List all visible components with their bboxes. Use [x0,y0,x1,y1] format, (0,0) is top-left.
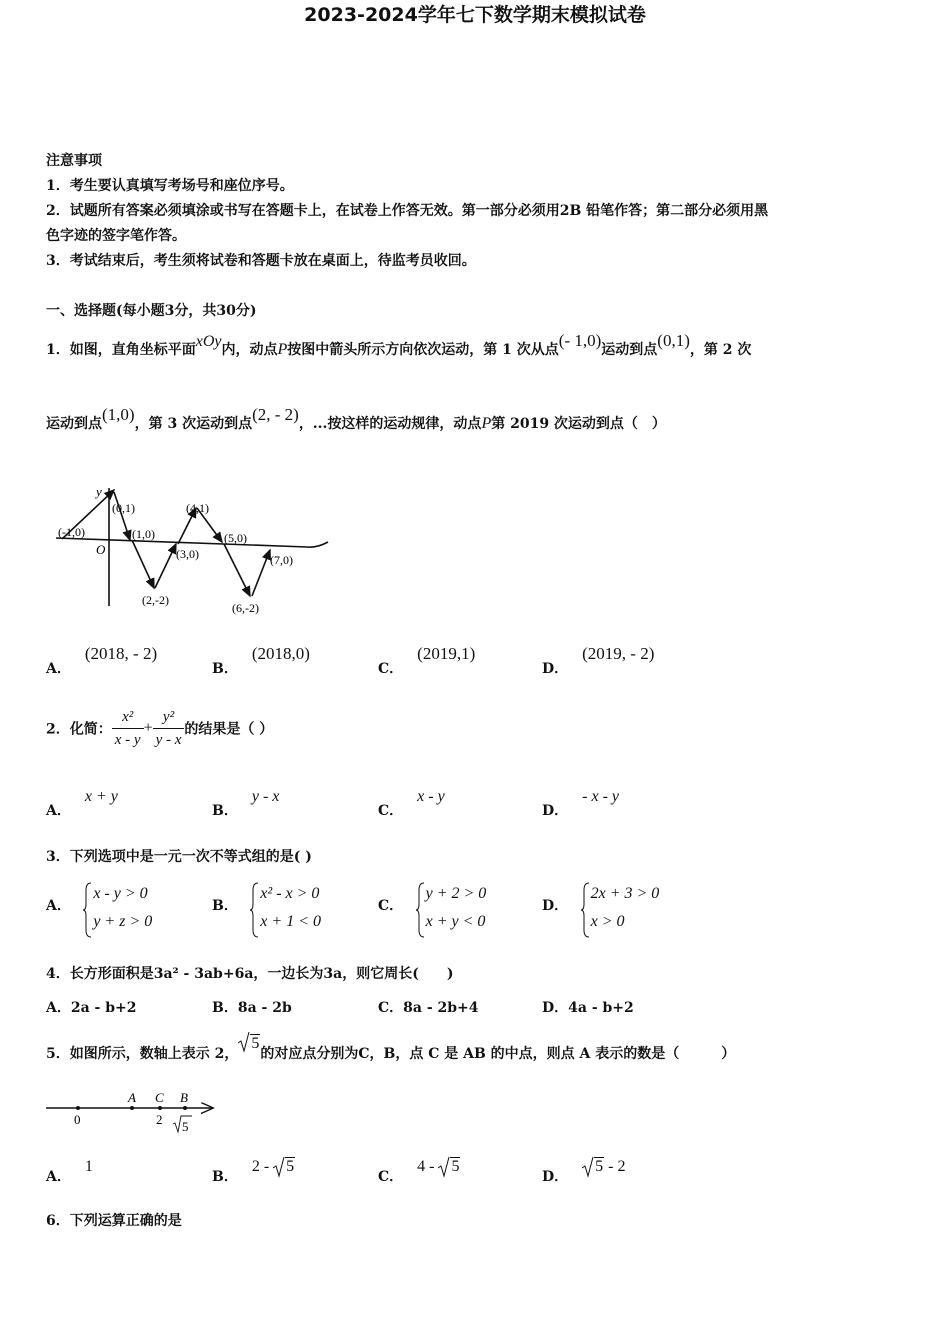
radical-icon [238,1031,250,1053]
point-label: (2,-2) [142,593,169,607]
option-c[interactable]: C．x - y [378,788,445,819]
page-title: 2023-2024学年七下数学期末模拟试卷 [304,4,646,26]
option-d[interactable]: D． 5 - 2 [542,1158,626,1185]
option-d[interactable]: D．4a - b+2 [542,1000,634,1016]
option-a[interactable]: A．(2018, - 2) [46,644,158,677]
brace-icon [250,882,260,938]
radical-icon [582,1156,594,1178]
question-2: 2．化简： $\frac{\text{x²}}{x - y}$ + $\frac{\text{y²}}{y - x}$ 的结果是（ ） [46,706,273,751]
point-label: (0,1) [112,501,135,515]
point-label: (6,-2) [232,601,259,615]
brace-icon [416,882,426,938]
point-label: (3,0) [176,547,199,561]
option-a[interactable]: A． x - y > 0 y + z > 0 [46,880,152,936]
notice-item: 色字迹的签字笔作答。 [46,228,186,244]
sqrt-expression: 5 [273,1158,295,1176]
option-d[interactable]: D． 2x + 3 > 0 x > 0 [542,880,659,936]
radical-icon [438,1156,450,1178]
point-label: (-1,0) [58,525,85,539]
radical-icon [273,1156,285,1178]
question-1-line-1: 1．如图，直角坐标平面xOy内，动点P按图中箭头所示方向依次运动，第 1 次从点(- 1,0)运动到点(0,1)，第 2 次 [46,331,752,358]
motion-path-figure [52,478,337,620]
inequality-system: x² - x > 0 x + 1 < 0 [250,880,321,936]
notice-item: 2．试题所有答案必须填涂或书写在答题卡上，在试卷上作答无效。第一部分必须用2B 铅笔作答；第二部分必须用黑 [46,203,769,219]
point-a-label: A [128,1090,136,1105]
point-label: (7,0) [270,553,293,567]
number-line-figure [40,1086,220,1138]
y-axis-label: y [96,484,102,499]
option-b[interactable]: B．y - x [212,788,280,819]
inequality-system: x - y > 0 y + z > 0 [83,880,152,936]
sqrt-expression: 5 [438,1158,460,1176]
inequality-system: y + 2 > 0 x + y < 0 [416,880,487,936]
question-1-line-2: 运动到点(1,0)，第 3 次运动到点(2, - 2)，...按这样的运动规律，动点P第 2019 次运动到点（ ） [46,405,666,432]
option-a[interactable]: A．2a - b+2 [46,1000,137,1016]
option-b[interactable]: B． x² - x > 0 x + 1 < 0 [212,880,321,936]
sqrt-expression: 5 [238,1033,260,1055]
notice-item: 1．考生要认真填写考场号和座位序号。 [46,178,294,194]
brace-icon [83,882,93,938]
section-heading: 一、选择题(每小题3分，共30分) [46,303,257,319]
question-3: 3．下列选项中是一元一次不等式组的是( ) [46,849,312,865]
question-4: 4．长方形面积是3a² - 3ab+6a，一边长为3a，则它周长( ) [46,966,454,982]
sqrt-expression: 5 [582,1158,604,1176]
option-b[interactable]: B．(2018,0) [212,644,310,677]
tick-label-two: 2 [156,1112,163,1127]
tick-label-sqrt5: 5 [182,1119,189,1134]
origin-label: O [96,542,106,557]
tick-label-zero: 0 [74,1112,81,1127]
option-b[interactable]: B．2 - 5 [212,1158,295,1185]
option-c[interactable]: C．(2019,1) [378,644,476,677]
brace-icon [581,882,591,938]
notice-heading: 注意事项 [46,153,102,169]
option-d[interactable]: D．(2019, - 2) [542,644,655,677]
point-label: (5,0) [224,531,247,545]
point-label: (4,1) [186,501,209,515]
option-d[interactable]: D．- x - y [542,788,619,819]
option-c[interactable]: C．8a - 2b+4 [378,1000,479,1016]
option-a[interactable]: A．1 [46,1158,93,1185]
notice-item: 3．考试结束后，考生须将试卷和答题卡放在桌面上，待监考员收回。 [46,253,476,269]
fraction: $\frac{\text{x²}}{x - y}$ [112,706,144,751]
question-6: 6．下列运算正确的是 [46,1213,182,1229]
option-c[interactable]: C． y + 2 > 0 x + y < 0 [378,880,486,936]
point-c-label: C [155,1090,164,1105]
option-c[interactable]: C．4 - 5 [378,1158,460,1185]
question-5: 5．如图所示，数轴上表示 2， 5的对应点分别为C，B，点 C 是 AB 的中点，则点 A 表示的数是（ ） [46,1043,735,1065]
inequality-system: 2x + 3 > 0 x > 0 [581,880,660,936]
option-b[interactable]: B．8a - 2b [212,1000,292,1016]
point-b-label: B [180,1090,188,1105]
fraction: $\frac{\text{y²}}{y - x}$ [153,706,185,751]
point-label: (1,0) [132,527,155,541]
option-a[interactable]: A．x + y [46,788,118,819]
